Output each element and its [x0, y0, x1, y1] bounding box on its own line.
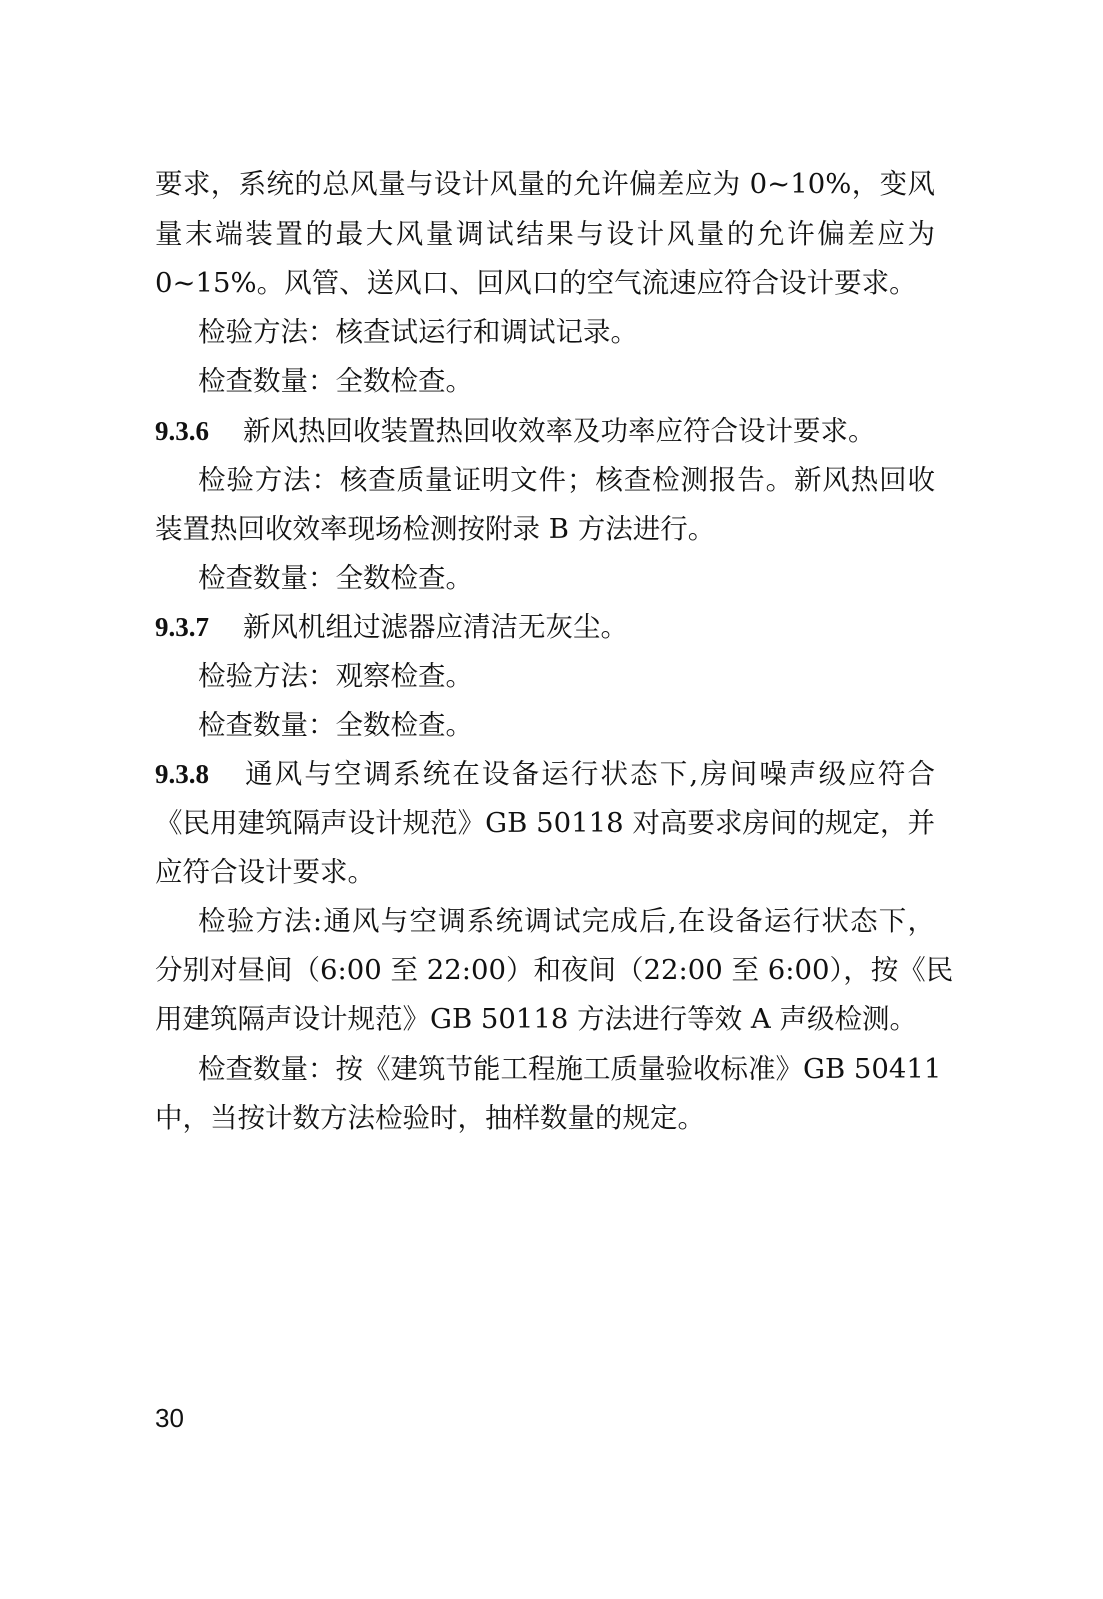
clause-number: 9.3.7: [155, 612, 209, 642]
page-number: 30: [155, 1403, 184, 1433]
text-line: 要求，系统的总风量与设计风量的允许偏差应为 0~10%，变风: [155, 168, 935, 200]
text-line: 分别对昼间（6:00 至 22:00）和夜间（22:00 至 6:00），按《民: [155, 954, 954, 986]
clause-text: 新风机组过滤器应清洁无灰尘。: [243, 611, 628, 643]
text-line: 《民用建筑隔声设计规范》GB 50118 对高要求房间的规定，并: [155, 807, 935, 839]
inspection-method: 检验方法:通风与空调系统调试完成后,在设备运行状态下，: [198, 905, 935, 937]
text-line: 中，当按计数方法检验时，抽样数量的规定。: [155, 1102, 705, 1134]
inspection-method: 检验方法：核查试运行和调试记录。: [198, 316, 638, 348]
inspection-method: 检验方法：观察检查。: [198, 660, 473, 692]
text-line: 量末端装置的最大风量调试结果与设计风量的允许偏差应为: [155, 218, 935, 250]
clause-9-3-8: [155, 757, 935, 791]
text-line: 用建筑隔声设计规范》GB 50118 方法进行等效 A 声级检测。: [155, 1003, 917, 1035]
text-line: 应符合设计要求。: [155, 856, 375, 888]
text-line: 装置热回收效率现场检测按附录 B 方法进行。: [155, 513, 716, 545]
clause-text: 新风热回收装置热回收效率及功率应符合设计要求。: [243, 415, 876, 447]
clause-9-3-6: [155, 414, 935, 448]
clause-9-3-7: [155, 610, 935, 644]
inspection-quantity: 检查数量：全数检查。: [198, 562, 473, 594]
text-line: 0~15%。风管、送风口、回风口的空气流速应符合设计要求。: [155, 267, 917, 299]
inspection-quantity: 检查数量：全数检查。: [198, 365, 473, 397]
inspection-method: 检验方法：核查质量证明文件；核查检测报告。新风热回收: [198, 464, 935, 496]
inspection-quantity: 检查数量：全数检查。: [198, 709, 473, 741]
clause-number: 9.3.8: [155, 759, 209, 789]
clause-number: 9.3.6: [155, 416, 209, 446]
clause-text: 通风与空调系统在设备运行状态下,房间噪声级应符合: [243, 758, 935, 790]
inspection-quantity: 检查数量：按《建筑节能工程施工质量验收标准》GB 50411: [198, 1053, 942, 1085]
